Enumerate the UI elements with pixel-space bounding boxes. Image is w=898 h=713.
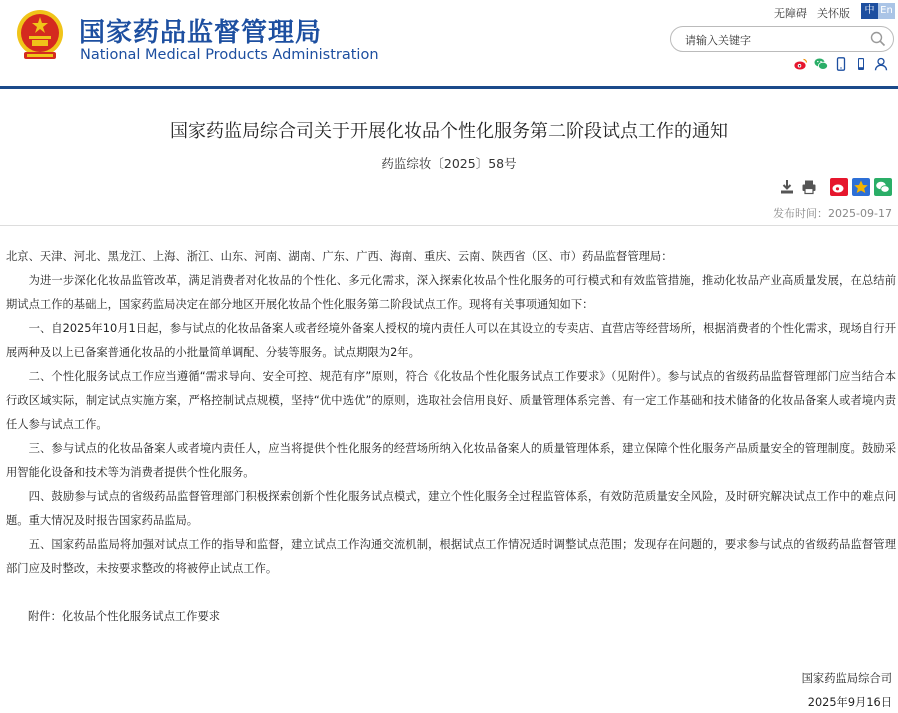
header-divider [0, 86, 898, 89]
article-title: 国家药监局综合司关于开展化妆品个性化服务第二阶段试点工作的通知 [170, 121, 728, 142]
share-weibo-icon[interactable] [830, 178, 848, 196]
search-icon[interactable] [869, 30, 887, 48]
care-mode-link[interactable]: 关怀版 [817, 7, 850, 20]
user-icon[interactable] [874, 56, 888, 70]
paragraph: 四、鼓励参与试点的省级药品监督管理部门积极探索创新个性化服务试点模式，建立个性化服务全过程监管体系，有效防范质量安全风险，及时研究解决试点工作中的难点问题。重大情况及时报告国家药品监局。 [6, 490, 896, 527]
site-title-en[interactable]: National Medical Products Administration [80, 47, 379, 63]
social-links [794, 56, 888, 70]
accessibility-link[interactable]: 无障碍 [774, 7, 807, 20]
share-wechat-icon[interactable] [874, 178, 892, 196]
content-divider [0, 225, 898, 226]
search-box [670, 26, 894, 52]
paragraph: 五、国家药品监局将加强对试点工作的指导和监督，建立试点工作沟通交流机制，根据试点工作情况适时调整试点范围；发现存在问题的，要求参与试点的省级药品监督管理部门应及时整改，未按要求整改的将被停止试点工作。 [6, 538, 896, 575]
print-icon[interactable] [800, 178, 818, 196]
mobile-icon[interactable] [834, 56, 848, 70]
paragraph: 为进一步深化化妆品监管改革，满足消费者对化妆品的个性化、多元化需求，深入探索化妆品个性化服务的可行模式和有效监管措施，推动化妆品产业高质量发展，在总结前期试点工作的基础上，国家药监局决定在部分地区开展化妆品个性化服务第二阶段试点工作。现将有关事项通知如下： [6, 274, 896, 311]
publish-time: 发布时间：2025-09-17 [773, 207, 892, 220]
site-title-cn[interactable]: 国家药品监督管理局 [79, 18, 323, 48]
article-tools [778, 178, 892, 196]
site-header [0, 0, 898, 86]
paragraph: 二、个性化服务试点工作应当遵循“需求导向、安全可控、规范有序”原则，符合《化妆品个性化服务试点工作要求》（见附件）。参与试点的省级药品监督管理部门应当结合本行政区域实际，制定试点实施方案，严格控制试点规模，坚持“优中选优”的原则，选取社会信用良好、质量管理体系完善、有一定工作基础和技术储备的化妆品备案人或者境内责任人参与试点工作。 [6, 370, 896, 431]
mail-icon[interactable] [854, 56, 868, 70]
addressee: 北京、天津、河北、黑龙江、上海、浙江、山东、河南、湖南、广东、广西、海南、重庆、云南、陕西省（区、市）药品监督管理局： [6, 250, 673, 263]
lang-en-button[interactable]: En [878, 3, 895, 19]
attachment-link[interactable]: 附件：化妆品个性化服务试点工作要求 [28, 610, 221, 623]
wechat-icon[interactable] [814, 56, 828, 70]
top-links [764, 5, 850, 21]
lang-zh-button[interactable]: 中 [861, 3, 878, 19]
language-switch [861, 3, 895, 19]
national-emblem-icon[interactable] [15, 8, 65, 64]
document-number: 药监综妆〔2025〕58号 [381, 156, 517, 171]
signer: 国家药监局综合司 [801, 672, 892, 685]
download-icon[interactable] [778, 178, 796, 196]
search-input[interactable] [683, 30, 867, 50]
share-qzone-icon[interactable] [852, 178, 870, 196]
sign-date: 2025年9月16日 [807, 696, 892, 709]
article-body [6, 245, 896, 629]
paragraph: 一、自2025年10月1日起，参与试点的化妆品备案人或者经境外备案人授权的境内责任人可以在其设立的专卖店、直营店等经营场所，根据消费者的个性化需求，现场自行开展两种及以上已备案普通化妆品的小批量简单调配、分装等服务。试点期限为2年。 [6, 322, 896, 359]
weibo-icon[interactable] [794, 56, 808, 70]
paragraph: 三、参与试点的化妆品备案人或者境内责任人，应当将提供个性化服务的经营场所纳入化妆品备案人的质量管理体系，建立保障个性化服务产品质量安全的管理制度。鼓励采用智能化设备和技术等为消费者提供个性化服务。 [6, 442, 896, 479]
